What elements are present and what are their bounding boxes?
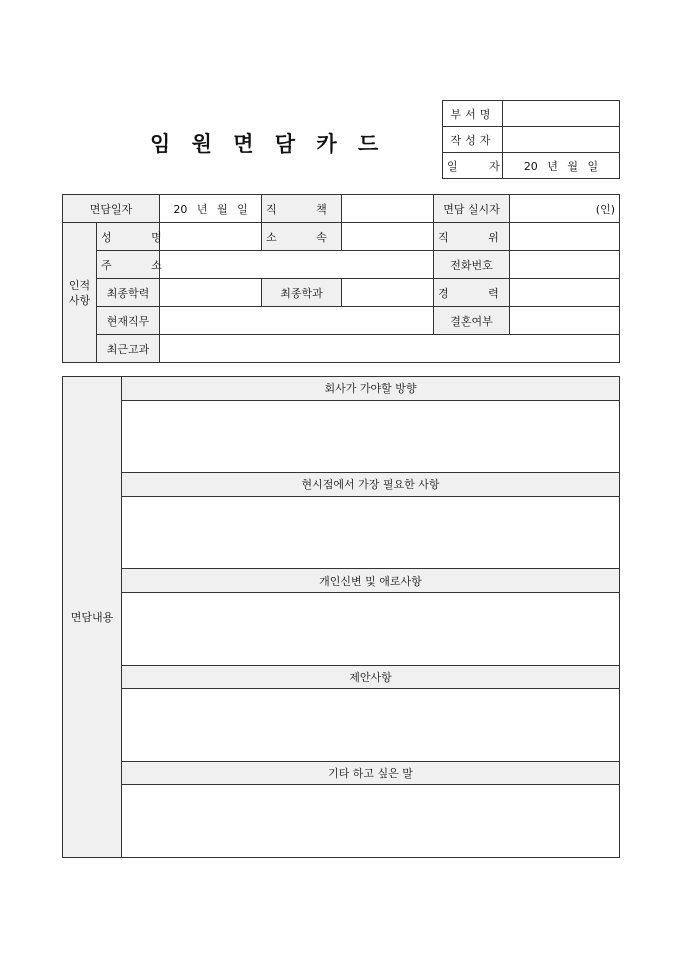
date-label: 일 자 <box>443 153 503 179</box>
section-body[interactable] <box>122 592 620 665</box>
date-value[interactable]: 20 년 월 일 <box>503 153 620 179</box>
section-body[interactable] <box>122 689 620 762</box>
section-body-row <box>63 689 620 762</box>
marital-label: 결혼여부 <box>434 307 510 335</box>
seal-mark[interactable]: (인) <box>510 195 620 223</box>
department-label: 부서명 <box>443 101 503 127</box>
current-duty-row <box>63 307 620 335</box>
section-body-row <box>63 400 620 473</box>
section-heading-row <box>63 377 620 401</box>
name-label: 성 명 <box>97 223 160 251</box>
position-value[interactable] <box>342 195 434 223</box>
interview-date-row <box>63 195 620 223</box>
recent-eval-value[interactable] <box>160 335 620 363</box>
recent-eval-row <box>63 335 620 363</box>
address-value[interactable] <box>160 251 434 279</box>
section-body-row <box>63 592 620 665</box>
approval-row <box>443 127 620 153</box>
rank-label: 직 위 <box>434 223 510 251</box>
section-heading-row <box>63 473 620 497</box>
rank-value[interactable] <box>510 223 620 251</box>
current-duty-label: 현재직무 <box>97 307 160 335</box>
author-label: 작성자 <box>443 127 503 153</box>
phone-value[interactable] <box>510 251 620 279</box>
conductor-label: 면담 실시자 <box>434 195 510 223</box>
personal-info-label: 인적 사항 <box>63 223 97 363</box>
address-label: 주 소 <box>97 251 160 279</box>
section-body-row <box>63 496 620 569</box>
career-value[interactable] <box>510 279 620 307</box>
approval-row <box>443 153 620 179</box>
personal-info-table <box>62 194 620 363</box>
section-heading: 현시점에서 가장 필요한 사항 <box>122 473 620 497</box>
department-value[interactable] <box>503 101 620 127</box>
section-body-row <box>63 785 620 858</box>
department-label-info: 소 속 <box>262 223 342 251</box>
name-row <box>63 223 620 251</box>
interview-content-label: 면담내용 <box>63 377 122 858</box>
address-row <box>63 251 620 279</box>
interview-date-value[interactable]: 20 년 월 일 <box>160 195 262 223</box>
interview-date-label: 면담일자 <box>63 195 160 223</box>
document-title: 임 원 면 담 카 드 <box>150 132 386 156</box>
section-body[interactable] <box>122 785 620 858</box>
section-heading: 개인신변 및 애로사항 <box>122 569 620 593</box>
section-heading-row <box>63 569 620 593</box>
section-body[interactable] <box>122 496 620 569</box>
approval-table <box>442 100 620 179</box>
section-heading: 기타 하고 싶은 말 <box>122 761 620 785</box>
section-heading: 제안사항 <box>122 665 620 689</box>
major-label: 최종학과 <box>262 279 342 307</box>
marital-value[interactable] <box>510 307 620 335</box>
major-value[interactable] <box>342 279 434 307</box>
position-label: 직 책 <box>262 195 342 223</box>
section-body[interactable] <box>122 400 620 473</box>
career-label: 경 력 <box>434 279 510 307</box>
interview-content-table <box>62 376 620 858</box>
education-label: 최종학력 <box>97 279 160 307</box>
current-duty-value[interactable] <box>160 307 434 335</box>
section-heading-row <box>63 761 620 785</box>
education-row <box>63 279 620 307</box>
education-value[interactable] <box>160 279 262 307</box>
department-value-info[interactable] <box>342 223 434 251</box>
author-value[interactable] <box>503 127 620 153</box>
recent-eval-label: 최근고과 <box>97 335 160 363</box>
phone-label: 전화번호 <box>434 251 510 279</box>
section-heading-row <box>63 665 620 689</box>
approval-row <box>443 101 620 127</box>
section-heading: 회사가 가야할 방향 <box>122 377 620 401</box>
